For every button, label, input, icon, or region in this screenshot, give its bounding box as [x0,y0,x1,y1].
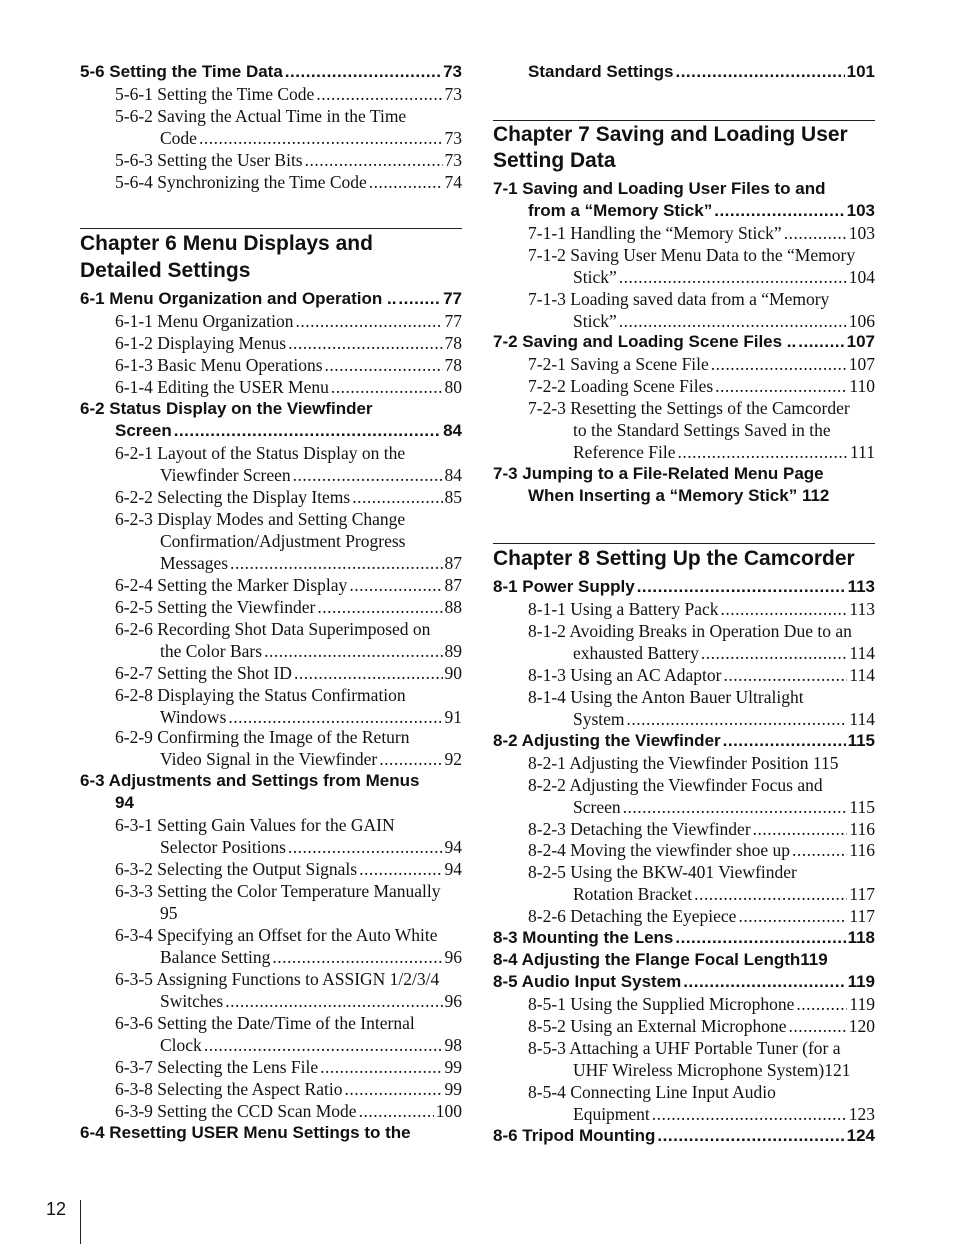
toc-entry [80,464,462,486]
toc-page-number: 116 [849,840,875,860]
dot-leader [701,642,848,664]
dot-leader [293,464,443,486]
toc-section [80,1122,462,1144]
dot-leader [199,127,443,149]
toc-entry-title: Clock [160,1035,202,1055]
toc-entry [80,1078,462,1100]
toc-entry-title: 7-2 Saving and Loading Scene Files .. [493,332,797,351]
toc-entry-title: Chapter 7 Saving and Loading User [493,123,848,146]
toc-entry [80,442,462,464]
toc-entry-title: 8-2-4 Moving the viewfinder shoe up [528,840,790,860]
toc-entry [80,83,462,105]
toc-page-number: 73 [444,128,462,148]
toc-page-number: 80 [444,377,462,397]
toc-page-number: 113 [847,577,875,596]
toc-entry [80,596,462,618]
toc-page-number: 103 [848,223,875,243]
toc-entry-title: 8-5-2 Using an External Microphone [528,1016,787,1036]
toc-entry-title: 8-3 Mounting the Lens [493,928,674,947]
toc-entry [80,105,462,127]
toc-page-number: 103 [846,201,875,220]
toc-entry-title: 8-5 Audio Input System [493,972,682,991]
toc-entry-title: Screen [573,797,621,817]
page-number: 12 [46,1199,67,1219]
toc-entry [493,598,875,620]
dot-leader [230,552,442,574]
toc-section [493,61,875,83]
dot-leader [789,1015,847,1037]
toc-page-number: 114 [849,709,875,729]
toc-page-number: 91 [444,707,462,727]
chapter-heading [493,121,875,148]
toc-entry [493,664,875,686]
toc-entry-title: 8-5-3 Attaching a UHF Portable Tuner (for a [528,1038,841,1058]
toc-entry-title: 7-2-3 Resetting the Settings of the Camcorder [528,398,850,418]
toc-entry-title: Code [160,128,197,148]
dot-leader [359,1100,434,1122]
toc-entry-title: 6-2-9 Confirming the Image of the Return [115,727,410,747]
toc-entry-title: 7-2-2 Loading Scene Files [528,376,714,396]
toc-entry [493,310,875,332]
dot-leader [174,420,441,442]
toc-page-number: 78 [444,355,462,375]
toc-entry-title: from a “Memory Stick” [528,201,713,220]
toc-entry-title: Windows [160,707,227,727]
toc-entry-title: System [573,709,625,729]
toc-page-number: 107 [846,332,875,351]
dot-leader [738,905,847,927]
toc-entry-title: When Inserting a “Memory Stick” 112 [528,486,830,505]
toc-entry [493,774,875,796]
chapter-heading [80,257,462,284]
toc-page-number: 94 [444,859,462,879]
toc-entry [493,1081,875,1103]
toc-page-number: 92 [444,749,462,769]
toc-page-number: 87 [444,553,462,573]
dot-leader [349,574,442,596]
toc-entry-title: 6-2-5 Setting the Viewfinder [115,597,316,617]
toc-entry [80,127,462,149]
toc-entry-title: 6-1-2 Displaying Menus [115,333,287,353]
toc-entry-title: 7-1-1 Handling the “Memory Stick” [528,223,782,243]
dot-leader [627,708,848,730]
toc-page-number: 73 [443,62,462,81]
toc-entry-title: Screen [115,421,172,440]
toc-entry [493,222,875,244]
toc-entry-title: 8-1-1 Using a Battery Pack [528,599,719,619]
toc-entry-title: 6-3-7 Selecting the Lens File [115,1057,319,1077]
toc-entry-title: 6-2 Status Display on the Viewfinder [80,399,373,418]
dot-leader [225,990,442,1012]
toc-entry [493,441,875,463]
toc-entry [80,748,462,770]
toc-entry [493,708,875,730]
toc-entry [80,1056,462,1078]
toc-entry [80,858,462,880]
toc-entry-title: 95 [160,903,178,923]
dot-leader [317,596,442,618]
toc-entry [493,288,875,310]
toc-entry-title: Messages [160,553,229,573]
toc-entry [493,375,875,397]
toc-entry [80,508,462,530]
toc-page-number: 123 [848,1104,875,1124]
toc-entry-title: Detailed Settings [80,259,251,282]
toc-page-number: 84 [443,421,462,440]
toc-entry-title: 6-2-4 Setting the Marker Display [115,575,348,595]
toc-entry-title: Viewfinder Screen [160,465,291,485]
toc-entry [493,620,875,642]
toc-page-number: 96 [444,947,462,967]
toc-entry-title: 8-2-1 Adjusting the Viewfinder Position 115 [528,753,839,773]
dot-leader [331,376,443,398]
toc-entry-title: 6-3 Adjustments and Settings from Menus [80,771,420,790]
toc-entry-title: 8-2-5 Using the BKW-401 Viewfinder [528,862,797,882]
chapter-heading [493,545,875,572]
dot-leader [723,730,846,752]
dot-leader [753,818,848,840]
toc-entry [80,726,462,748]
dot-leader [675,927,845,949]
toc-entry-title: UHF Wireless Microphone System)121 [573,1060,851,1080]
toc-entry-title: 6-2-1 Layout of the Status Display on the [115,443,406,463]
toc-entry-title: 5-6-3 Setting the User Bits [115,150,303,170]
dot-leader [675,61,844,83]
toc-page-number: 110 [849,376,875,396]
toc-entry [80,902,462,924]
toc-page-number: 124 [846,1126,875,1145]
toc-page-number: 74 [444,172,462,192]
toc-entry [493,883,875,905]
dot-leader [678,441,849,463]
dot-leader [294,662,443,684]
toc-entry [493,752,875,774]
toc-entry-title: Switches [160,991,224,1011]
dot-leader [798,331,844,353]
dot-leader [637,576,846,598]
toc-page-number: 107 [848,354,875,374]
dot-leader [305,149,443,171]
toc-entry-title: 6-1-4 Editing the USER Menu [115,377,329,397]
toc-entry-title: Standard Settings [528,62,674,81]
toc-entry [80,640,462,662]
toc-page-number: 90 [444,663,462,683]
dot-leader [272,946,442,968]
toc-section [493,178,875,200]
toc-entry-title: 6-1-3 Basic Menu Operations [115,355,323,375]
toc-entry-title: 8-1-2 Avoiding Breaks in Operation Due to an [528,621,852,641]
toc-entry [80,1034,462,1056]
toc-entry-title: 7-1-3 Loading saved data from a “Memory [528,289,830,309]
toc-section [493,971,875,993]
toc-entry [493,353,875,375]
toc-section [80,420,462,442]
dot-leader [369,171,443,193]
toc-entry-title: 7-1-2 Saving User Menu Data to the “Memory [528,245,856,265]
toc-entry-title: 8-2 Adjusting the Viewfinder [493,731,721,750]
toc-entry [493,839,875,861]
toc-page-number: 116 [849,819,875,839]
toc-entry-title: the Color Bars [160,641,263,661]
toc-page-number: 115 [849,797,875,817]
toc-section [493,1125,875,1147]
toc-entry [80,574,462,596]
toc-section [493,927,875,949]
toc-entry-title: Selector Positions [160,837,286,857]
toc-entry-title: 8-2-2 Adjusting the Viewfinder Focus and [528,775,823,795]
dot-leader [320,1056,442,1078]
toc-entry-title: 8-1-3 Using an AC Adaptor [528,665,722,685]
dot-leader [652,1103,847,1125]
chapter-divider-rule [493,543,875,544]
toc-entry [80,149,462,171]
toc-entry-title: 6-3-4 Specifying an Offset for the Auto White [115,925,438,945]
toc-entry-title: 8-6 Tripod Mounting [493,1126,656,1145]
dot-leader [379,748,442,770]
toc-entry [493,266,875,288]
toc-section [80,792,462,814]
toc-entry [493,818,875,840]
toc-entry-title: exhausted Battery [573,643,699,663]
dot-leader [723,664,847,686]
toc-page-number: 104 [848,267,875,287]
toc-page-number: 114 [849,643,875,663]
toc-entry [80,968,462,990]
toc-entry-title: 6-3-9 Setting the CCD Scan Mode [115,1101,357,1121]
toc-entry-title: 6-1 Menu Organization and Operation .. [80,289,397,308]
toc-page-number: 115 [847,731,875,750]
dot-leader [296,310,443,332]
toc-entry-title: 94 [115,793,134,812]
dot-leader [711,353,847,375]
toc-entry [493,419,875,441]
dot-leader [721,598,848,620]
dot-leader [715,375,847,397]
toc-entry [493,1015,875,1037]
dot-leader [694,883,847,905]
toc-entry-title: 7-2-1 Saving a Scene File [528,354,709,374]
toc-entry-title: Stick” [573,267,617,287]
toc-entry [80,836,462,858]
dot-leader [683,971,845,993]
toc-entry [493,905,875,927]
toc-entry-title: Rotation Bracket [573,884,693,904]
toc-page-number: 87 [444,575,462,595]
toc-entry [80,354,462,376]
toc-entry [80,530,462,552]
toc-entry-title: 6-2-6 Recording Shot Data Superimposed on [115,619,431,639]
toc-entry-title: 6-3-8 Selecting the Aspect Ratio [115,1079,343,1099]
toc-entry-title: 8-2-3 Detaching the Viewfinder [528,819,751,839]
dot-leader [228,706,442,728]
toc-page-number: 99 [444,1057,462,1077]
dot-leader [285,61,441,83]
toc-entry-title: 6-3-1 Setting Gain Values for the GAIN [115,815,395,835]
dot-leader [352,486,442,508]
dot-leader [264,640,442,662]
toc-entry [493,244,875,266]
toc-entry [80,376,462,398]
toc-entry-title: 5-6 Setting the Time Data [80,62,283,81]
toc-entry-title: 6-3-2 Selecting the Output Signals [115,859,358,879]
toc-entry-title: 8-5-4 Connecting Line Input Audio [528,1082,776,1102]
toc-entry [493,686,875,708]
toc-page-number: 85 [444,487,462,507]
toc-entry-title: 6-3-3 Setting the Color Temperature Manually [115,881,441,901]
chapter-divider-rule [80,228,462,229]
toc-entry [493,397,875,419]
toc-section [80,61,462,83]
toc-entry-title: 8-4 Adjusting the Flange Focal Length119 [493,950,828,969]
toc-entry-title: Chapter 8 Setting Up the Camcorder [493,547,855,570]
toc-entry-title: 6-3-5 Assigning Functions to ASSIGN 1/2/3/4 [115,969,440,989]
toc-entry-title: 5-6-2 Saving the Actual Time in the Time [115,106,407,126]
toc-entry-title: 7-1 Saving and Loading User Files to and [493,179,826,198]
toc-entry-title: Stick” [573,311,617,331]
page-number-rule [80,1200,81,1244]
toc-entry-title: 5-6-4 Synchronizing the Time Code [115,172,367,192]
dot-leader [288,332,442,354]
toc-entry-title: 8-1-4 Using the Anton Bauer Ultralight [528,687,804,707]
toc-page-number: 106 [848,311,875,331]
toc-section [80,288,462,310]
toc-entry-title: 8-2-6 Detaching the Eyepiece [528,906,737,926]
toc-page-number: 99 [444,1079,462,1099]
toc-entry-title: Confirmation/Adjustment Progress [160,531,406,551]
toc-entry [80,924,462,946]
dot-leader [657,1125,844,1147]
toc-page-number: 114 [849,665,875,685]
toc-section [493,485,875,507]
toc-entry-title: to the Standard Settings Saved in the [573,420,831,440]
toc-entry [493,1059,875,1081]
toc-entry [80,814,462,836]
toc-entry-title: Chapter 6 Menu Displays and [80,232,373,255]
toc-page-number: 77 [443,289,462,308]
toc-entry-title: Setting Data [493,149,616,172]
toc-page-number: 96 [444,991,462,1011]
toc-entry [80,332,462,354]
toc-entry-title: 6-3-6 Setting the Date/Time of the Internal [115,1013,415,1033]
toc-entry-title: Video Signal in the Viewfinder [160,749,378,769]
toc-page-number: 100 [435,1101,462,1121]
dot-leader [792,839,847,861]
toc-entry-title: 6-1-1 Menu Organization [115,311,294,331]
toc-entry-title: Balance Setting [160,947,271,967]
dot-leader [288,836,443,858]
toc-entry [493,861,875,883]
toc-entry-title: 6-2-2 Selecting the Display Items [115,487,351,507]
toc-entry [80,1100,462,1122]
toc-page-number: 111 [850,442,875,462]
toc-page-number: 88 [444,597,462,617]
toc-section [493,576,875,598]
toc-section [80,770,462,792]
toc-section [493,463,875,485]
toc-entry [80,486,462,508]
toc-page-number: 119 [849,994,875,1014]
dot-leader [204,1034,443,1056]
toc-entry [80,990,462,1012]
dot-leader [784,222,847,244]
toc-entry-title: 8-5-1 Using the Supplied Microphone [528,994,795,1014]
toc-entry-title: 6-2-3 Display Modes and Setting Change [115,509,406,529]
toc-page-number: 119 [847,972,875,991]
toc-section [493,949,875,971]
dot-leader [359,858,442,880]
toc-entry [493,993,875,1015]
toc-entry [493,1037,875,1059]
toc-page-number: 78 [444,333,462,353]
dot-leader [619,266,847,288]
dot-leader [344,1078,442,1100]
toc-page-number: 117 [849,884,875,904]
toc-section [493,730,875,752]
toc-entry-title: 6-2-7 Setting the Shot ID [115,663,292,683]
toc-page-number: 118 [847,928,875,947]
dot-leader [325,354,443,376]
toc-entry [80,706,462,728]
toc-section [493,200,875,222]
toc-section [493,331,875,353]
toc-entry-title: 6-4 Resetting USER Menu Settings to the [80,1123,411,1142]
toc-entry [80,946,462,968]
dot-leader [714,200,844,222]
toc-page-number: 113 [849,599,875,619]
dot-leader [796,993,847,1015]
toc-entry [80,171,462,193]
toc-page-number: 117 [849,906,875,926]
toc-entry [80,618,462,640]
toc-page-number: 101 [846,62,875,81]
toc-page-number: 94 [444,837,462,857]
toc-entry [80,880,462,902]
toc-entry [80,684,462,706]
toc-entry [493,796,875,818]
toc-entry [80,1012,462,1034]
toc-section [80,398,462,420]
dot-leader [316,83,442,105]
toc-entry [80,552,462,574]
toc-page-number: 98 [444,1035,462,1055]
toc-entry-title: Reference File [573,442,676,462]
dot-leader [619,310,847,332]
toc-page-number: 84 [444,465,462,485]
toc-entry [493,642,875,664]
dot-leader [398,288,441,310]
toc-page-number: 120 [848,1016,875,1036]
toc-page-number: 73 [444,150,462,170]
toc-entry-title: Equipment [573,1104,650,1124]
toc-entry [493,1103,875,1125]
chapter-heading [493,147,875,174]
chapter-heading [80,230,462,257]
toc-entry-title: 6-2-8 Displaying the Status Confirmation [115,685,406,705]
toc-entry-title: 5-6-1 Setting the Time Code [115,84,315,104]
toc-entry [80,662,462,684]
toc-page-number: 73 [444,84,462,104]
toc-page-number: 77 [444,311,462,331]
toc-entry-title: 7-3 Jumping to a File-Related Menu Page [493,464,824,483]
toc-entry [80,310,462,332]
toc-page-number: 89 [444,641,462,661]
dot-leader [623,796,848,818]
toc-entry-title: 8-1 Power Supply [493,577,635,596]
